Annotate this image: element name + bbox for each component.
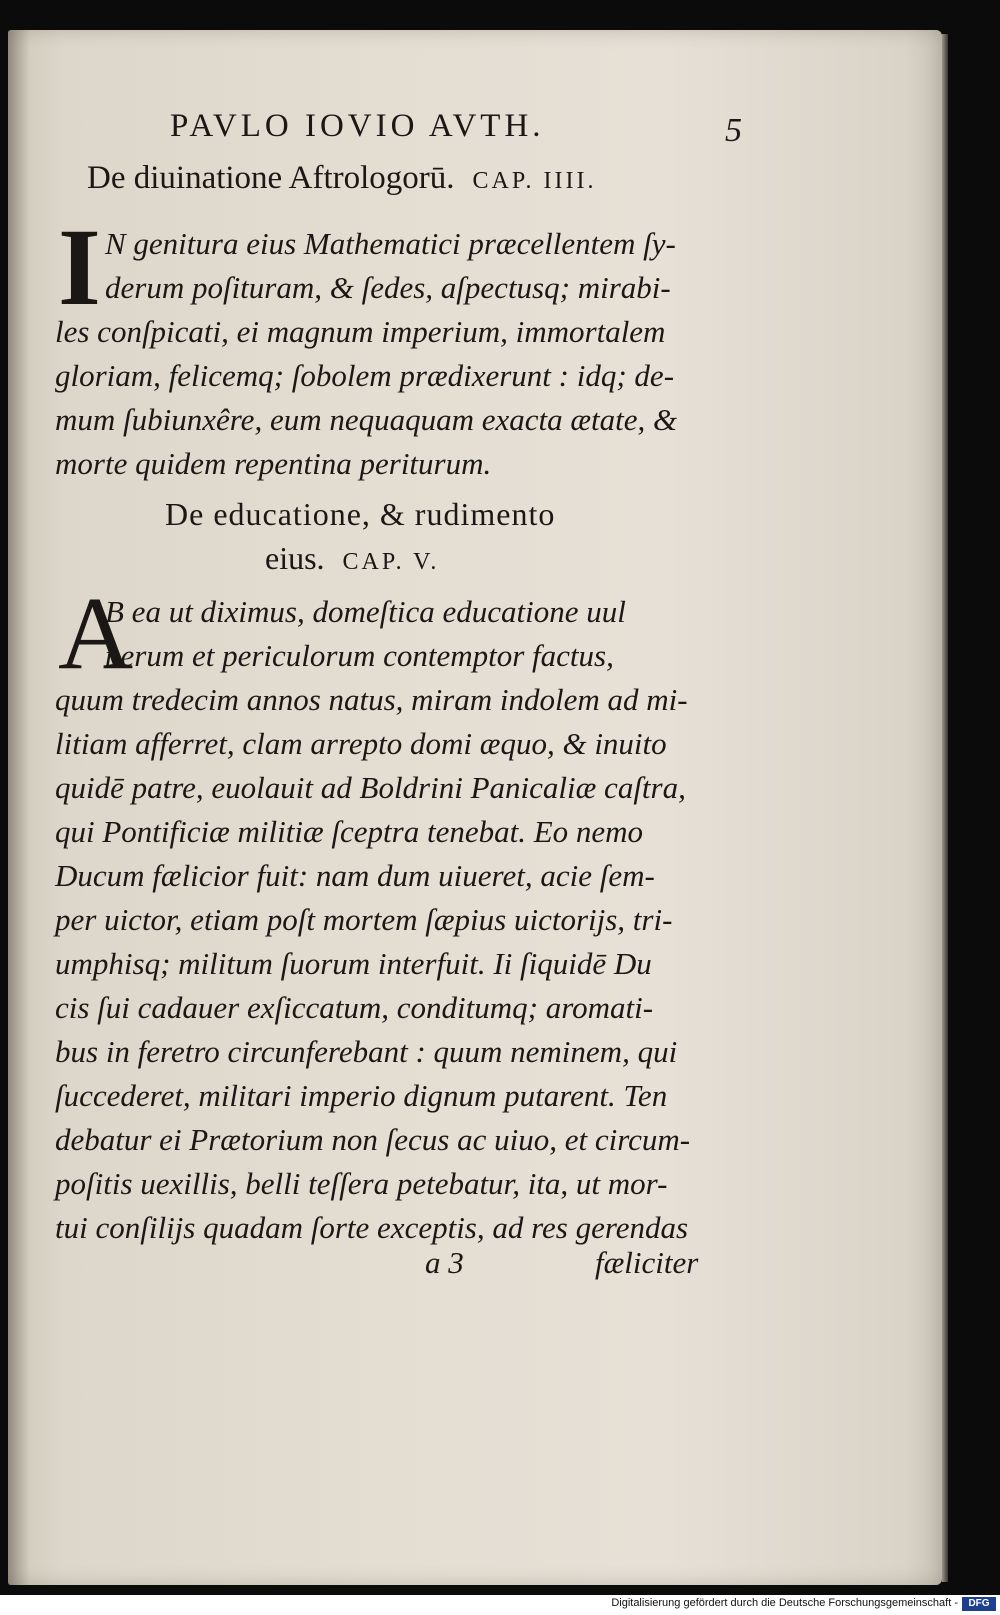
chapter5-cap: CAP. V. — [342, 549, 440, 575]
chapter5-heading-line1: De educatione, & rudimento — [165, 496, 556, 532]
running-head — [170, 108, 770, 154]
digitization-footer — [0, 1595, 1000, 1615]
text-line: litiam afferret, clam arrepto domi æquo, & inuito — [55, 726, 667, 761]
chapter5-paragraph — [55, 590, 755, 1250]
gutter-shadow — [8, 30, 30, 1585]
text-line: tui conſilijs quadam ſorte exceptis, ad res gerendas — [55, 1210, 689, 1245]
text-line: morte quidem repentina periturum. — [55, 446, 492, 481]
text-line: gloriam, felicemq; ſobolem prædixerunt : idq; de- — [55, 358, 675, 393]
text-line: B ea ut diximus, domeſtica educatione uul — [105, 594, 626, 629]
text-line: N genitura eius Mathematici præcellentem ſy- — [105, 226, 676, 261]
text-line: per uictor, etiam poſt mortem ſæpius uictorijs, tri- — [55, 902, 673, 937]
text-line: bus in feretro circunferebant : quum neminem, qui — [55, 1034, 678, 1069]
text-line: nerum et periculorum contemptor factus, — [105, 638, 614, 673]
signature-mark: a 3 — [425, 1245, 464, 1280]
text-line: qui Pontificiæ militiæ ſceptra tenebat. Eo nemo — [55, 814, 644, 849]
text-line: quum tredecim annos natus, miram indolem ad mi- — [55, 682, 688, 717]
text-line: mum ſubiunxêre, eum nequaquam exacta ætate, & — [55, 402, 678, 437]
catchword: fæliciter — [595, 1245, 699, 1280]
chapter5-title-end: eius. — [265, 540, 325, 576]
text-line: poſitis uexillis, belli teſſera petebatur, ita, ut mor- — [55, 1166, 668, 1201]
chapter4-title: De diuinatione Aftrologorū. — [87, 160, 455, 196]
dfg-logo-icon: DFG — [962, 1597, 996, 1611]
chapter4-dropcap: I — [58, 206, 101, 328]
text-line: derum poſituram, & ſedes, aſpectusq; mirabi- — [105, 270, 671, 305]
page-number: 5 — [725, 112, 742, 149]
chapter4-cap: CAP. IIII. — [472, 168, 597, 194]
text-line: Ducum fælicior fuit: nam dum uiueret, acie ſem- — [55, 858, 655, 893]
text-line: quidē patre, euolauit ad Boldrini Panicaliæ caſtra, — [55, 770, 686, 805]
chapter4-paragraph — [55, 222, 755, 486]
footer-credit: Digitalisierung gefördert durch die Deutsche Forschungsgemeinschaft - — [611, 1597, 958, 1609]
catchwords-line — [425, 1245, 745, 1287]
chapter5-heading-line2 — [265, 540, 439, 577]
chapter4-heading — [87, 160, 597, 197]
text-line: les conſpicati, ei magnum imperium, immortalem — [55, 314, 666, 349]
text-line: umphisq; militum ſuorum interfuit. Ii ſiquidē Du — [55, 946, 652, 981]
text-line: debatur ei Prætorium non ſecus ac uiuo, et circum- — [55, 1122, 691, 1157]
text-line: ſuccederet, militari imperio dignum putarent. Ten — [55, 1078, 668, 1113]
text-line: cis ſui cadauer exſiccatum, conditumq; aromati- — [55, 990, 654, 1025]
running-title: PAVLO IOVIO AVTH. — [170, 108, 545, 144]
page-edge — [942, 34, 948, 1582]
chapter5-dropcap: A — [58, 576, 134, 691]
